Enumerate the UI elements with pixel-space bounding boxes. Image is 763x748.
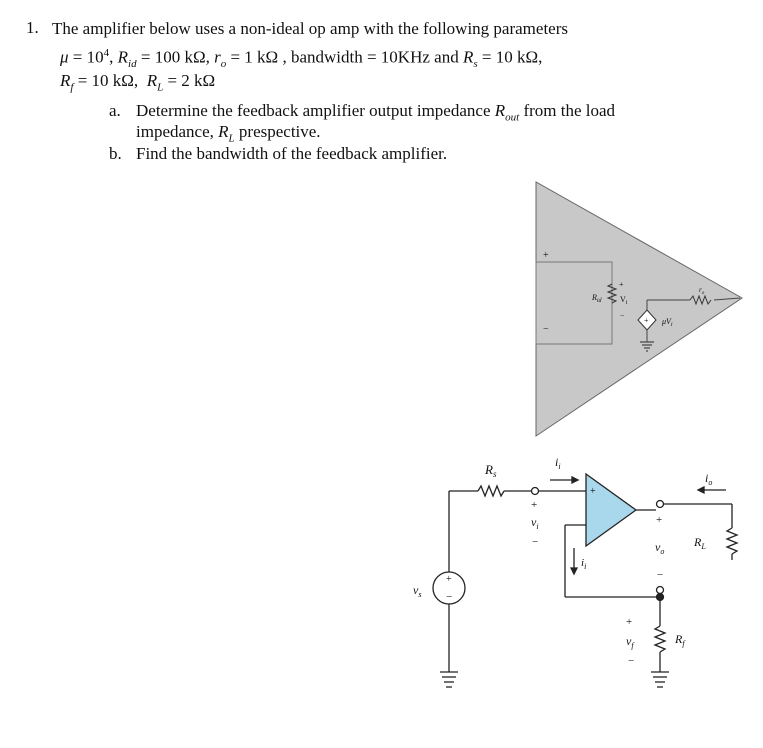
- opamp-triangle: [586, 474, 636, 546]
- ro-label: $r_o$: [699, 286, 705, 296]
- vs-minus-sign: −: [446, 591, 453, 603]
- problem-number: 1.: [26, 18, 39, 37]
- vs-label: $v_s$: [413, 583, 422, 599]
- part-a-marker: a.: [109, 101, 121, 120]
- opamp-plus: +: [590, 486, 596, 497]
- part-a-line-1: Determine the feedback amplifier output impedance $R_{out}$ from the load: [136, 101, 616, 124]
- io-label: $i_o$: [705, 471, 713, 487]
- params-line-1: $\mu = 10^4$, $R_{id} = 100$ kΩ, $r_o = 1$ kΩ , bandwidth = 10KHz and $R_s = 10$ kΩ,: [60, 47, 543, 71]
- opamp-model: [536, 182, 742, 436]
- opamp-model-minus: −: [543, 324, 549, 335]
- vf-minus-sign: −: [628, 655, 635, 667]
- vo-plus-sign: +: [656, 514, 663, 526]
- vf-label: $v_f$: [626, 634, 634, 650]
- rf-resistor: [655, 626, 665, 652]
- vi-plus-sign: +: [531, 499, 538, 511]
- opamp-model-triangle: [536, 182, 742, 436]
- problem-intro: The amplifier below uses a non-ideal op amp with the following parameters: [52, 19, 568, 38]
- vi-minus-sign: −: [532, 536, 539, 548]
- rid-label: $R_{id}$: [592, 293, 602, 304]
- rs-label: $R_s$: [485, 462, 497, 479]
- opamp-model-plus: +: [543, 250, 549, 261]
- vi-minus: −: [620, 311, 625, 320]
- vi-label: $V_i$: [620, 295, 628, 306]
- dependent-source-sign: +: [644, 316, 649, 325]
- part-b-marker: b.: [109, 144, 122, 163]
- part-b-text: Find the bandwidth of the feedback amplifier.: [136, 144, 448, 163]
- ii-bottom-label: $i_i$: [581, 557, 587, 571]
- vs-plus-sign: +: [446, 574, 452, 585]
- vi-label: $v_i$: [531, 515, 539, 531]
- params-line-2: $R_f = 10$ kΩ, $R_L = 2$ kΩ: [60, 71, 216, 94]
- rs-resistor: [478, 486, 504, 496]
- rl-resistor: [727, 528, 737, 554]
- vo-label: $v_o$: [655, 540, 665, 556]
- rf-label: $R_f$: [675, 632, 685, 648]
- vo-minus-sign: −: [657, 569, 664, 581]
- circuit-labels: [413, 455, 712, 667]
- vf-plus-sign: +: [626, 616, 633, 628]
- rl-label: $R_L$: [694, 535, 706, 551]
- part-a-line-2: impedance, $R_L$ prespective.: [136, 122, 321, 145]
- feedback-circuit: [433, 474, 737, 687]
- dependent-source-label: $\mu V_i$: [662, 317, 673, 328]
- ii-top-label: $i_i$: [555, 455, 561, 471]
- vi-plus: +: [619, 280, 624, 289]
